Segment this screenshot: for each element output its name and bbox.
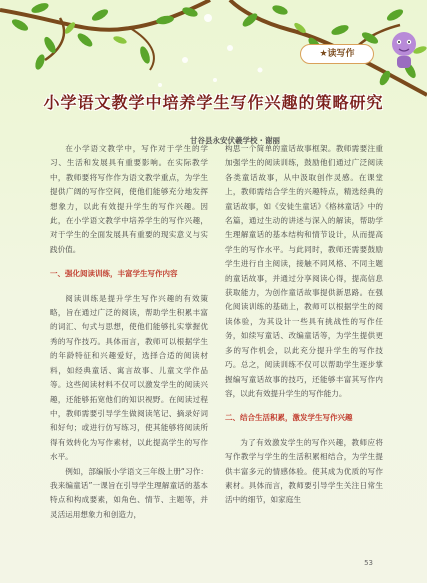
paragraph: 阅读训练是提升学生写作兴趣的有效策略，旨在通过广泛的阅读，帮助学生积累丰富的词汇、句式与思想，使他们能够扎实掌握优秀的写作技巧。具体而言，教师可以根据学生的年龄特征和兴趣爱好，选择合适的阅读材料，如经典童话、寓言故事、儿童文学作品等。这些阅读材料不仅可以激发学生的阅读兴趣，还能够拓宽他们的知识视野。在阅读过程中，教师需要引导学生做阅读笔记、摘录好词和好句；或进行仿写练习，使其能够将阅读所得有效转化为写作素材，以此提高学生的写作水平。 — [50, 293, 208, 462]
paragraph: 构思一个简单的童话故事框架。教师需要注重加强学生的阅读训练，鼓励他们通过广泛阅读各类童话故事，从中汲取创作灵感。在课堂上，教师需结合学生的兴趣特点，精选经典的童话故事，如《安徒生童话》《格林童话》中的名篇，通过生动的讲述与深入的解读，帮助学生理解童话的基本结构和情节设计，从而提高学生的写作水平。与此同时，教师还需要鼓励学生进行自主阅读，接触不同风格、不同主题的童话故事，并通过分享阅读心得，提高信息获取能力，为创作童话故事提供新思路。在强化阅读训练的基础上，教师可以根据学生的阅读体验，为其设计一些具有挑战性的写作任务，如续写童话、改编童话等，为学生提供更多的写作机会，以此充分提升学生的写作技巧。总之，阅读训练不仅可以帮助学生逐步掌握编写童话故事的技巧，还能够丰富其写作内容，以此有效提升学生的写作能力。 — [225, 144, 383, 398]
text-column-right — [225, 142, 383, 508]
page-number: 53 — [364, 559, 373, 567]
section-heading: 一、强化阅读训练，丰富学生写作内容 — [50, 269, 178, 279]
paragraph: 例如，部编版小学语文三年级上册“习作：我来编童话”一课旨在引导学生理解童话的基本特点和构成要素，如角色、情节、主题等，并灵活运用想象力和创造力， — [50, 466, 208, 519]
section-badge: ★读写作 — [300, 44, 374, 64]
mascot-icon — [388, 30, 420, 70]
tree-branch-decoration — [0, 0, 427, 150]
article-title: 小学语文教学中培养学生写作兴趣的策略研究 — [43, 93, 384, 112]
author-byline: 甘谷县永安伏羲学校・谢丽 — [190, 136, 280, 145]
section-heading: 二、结合生活积累，激发学生写作兴趣 — [225, 413, 353, 423]
paragraph: 为了有效激发学生的写作兴趣，教师应将写作教学与学生的生活积累相结合，为学生提供丰富多元的情感体验。使其成为优质的写作素材。具体而言，教师要引导学生关注日常生活中的细节，如家庭生 — [225, 437, 383, 505]
paragraph: 在小学语文教学中，写作对于学生的学习、生活和发展具有重要影响。在实际教学中，教师要将写作作为语文教学重点，为学生提供广阔的写作空间，使他们能够充分地发挥想象力，以此有效提升学生的写作兴趣。因此，在小学语文教学中培养学生的写作兴趣，对于学生的全面发展具有重要的现实意义与实践价值。 — [50, 144, 208, 254]
text-column-left — [50, 142, 208, 522]
